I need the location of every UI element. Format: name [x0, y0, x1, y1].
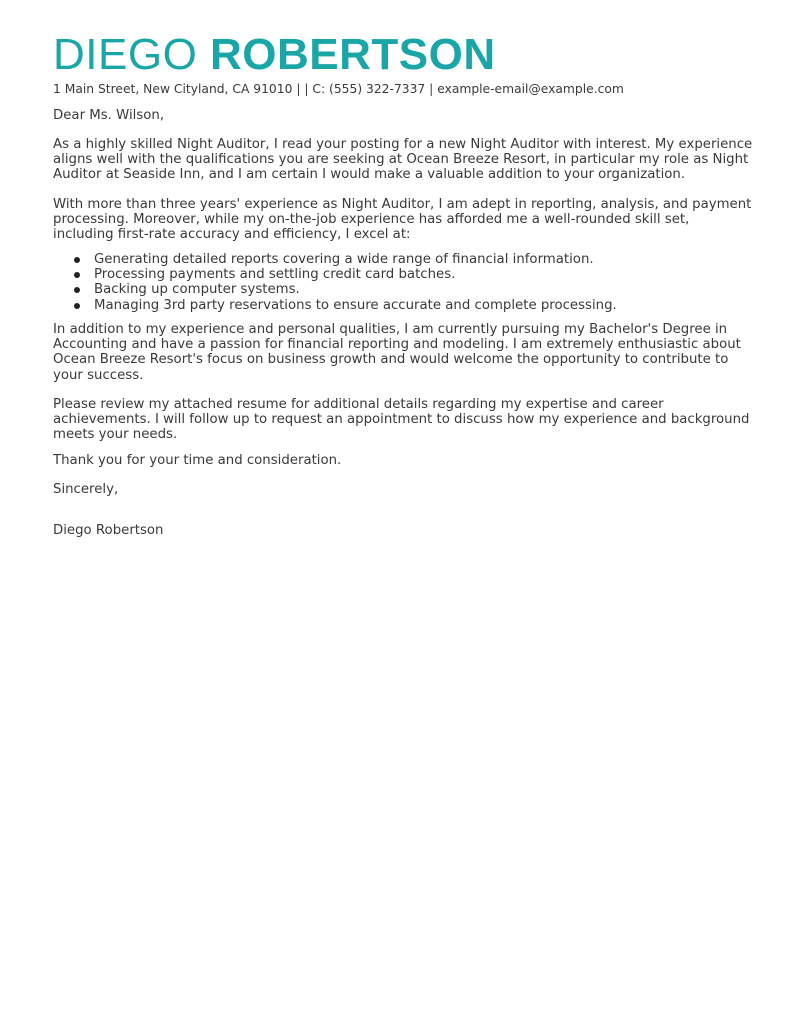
skill-text: Managing 3rd party reservations to ensure accurate and complete processing.: [94, 297, 617, 313]
paragraph-intro: As a highly skilled Night Auditor, I read your posting for a new Night Auditor with interest. My experience aligns well with the qualifications you are seeking at Ocean Breeze Resort, in particular my role as Night Auditor at Seaside Inn, and I am certain I would make a valuable addition to your organization.: [53, 137, 753, 183]
skills-list-item: [53, 282, 617, 297]
salutation: Dear Ms. Wilson,: [53, 108, 165, 123]
bullet-icon: [74, 257, 80, 263]
closing: Sincerely,: [53, 482, 119, 497]
paragraph-follow-up: Please review my attached resume for additional details regarding my expertise and career achievements. I will follow up to request an appointment to discuss how my experience and background meets your needs.: [53, 397, 750, 443]
skills-list-item: [53, 252, 617, 267]
skills-list-item: [53, 267, 617, 282]
bullet-icon: [74, 303, 80, 309]
applicant-name: [53, 30, 496, 80]
skill-text: Backing up computer systems.: [94, 282, 300, 298]
last-name: ROBERTSON: [210, 30, 496, 79]
first-name: DIEGO: [53, 30, 198, 79]
paragraph-experience: With more than three years' experience as Night Auditor, I am adept in reporting, analysis, and payment processing. Moreover, while my on-the-job experience has afforded me a well-rounded skill set, including first-rate accuracy and efficiency, I excel at:: [53, 197, 752, 243]
skill-text: Processing payments and settling credit card batches.: [94, 267, 456, 283]
skills-list-item: [53, 298, 617, 313]
contact-line: 1 Main Street, New Cityland, CA 91010 | | C: (555) 322-7337 | example-email@example.com: [53, 82, 624, 96]
bullet-icon: [74, 272, 80, 278]
signature: Diego Robertson: [53, 523, 164, 538]
thanks-line: Thank you for your time and consideration.: [53, 453, 342, 468]
paragraph-education: In addition to my experience and personal qualities, I am currently pursuing my Bachelor's Degree in Accounting and have a passion for financial reporting and modeling. I am extremely enthusiastic about Ocean Breeze Resort's focus on business growth and would welcome the opportunity to contribute to your success.: [53, 322, 741, 383]
bullet-icon: [74, 287, 80, 293]
skills-list: [53, 252, 617, 313]
skill-text: Generating detailed reports covering a wide range of financial information.: [94, 252, 594, 267]
